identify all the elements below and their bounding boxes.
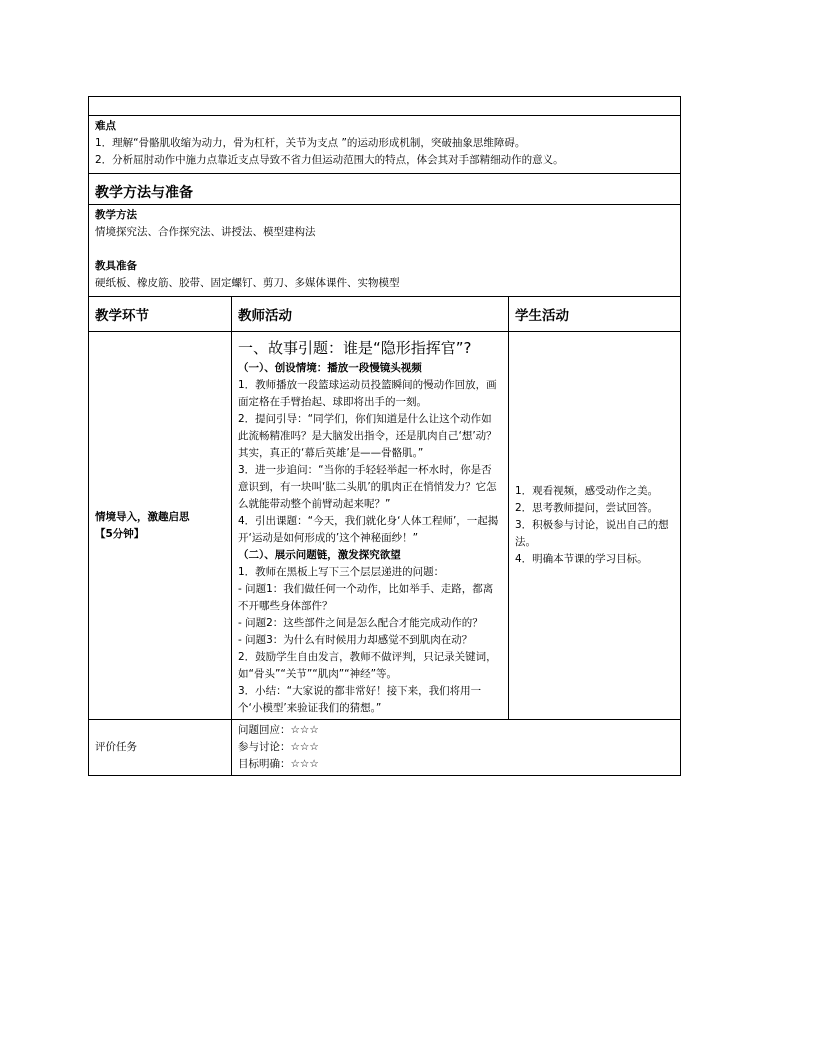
part2-item-5: 2．鼓励学生自由发言，教师不做评判，只记录关键词，如“骨头”“关节”“肌肉”“神经”等。: [238, 651, 497, 680]
part2-item-3: - 问题2：这些部件之间是怎么配合才能完成动作的？: [238, 617, 483, 629]
evaluation-cell: [232, 720, 681, 776]
difficulty-heading: 难点: [95, 120, 116, 132]
part2-item-4: - 问题3：为什么有时候用力却感觉不到肌肉在动？: [238, 634, 473, 646]
difficulty-item-1: 1．理解“骨骼肌收缩为动力，骨为杠杆，关节为支点 ”的运动形成机制，突破抽象思维障碍。: [95, 137, 526, 149]
part2-item-2: - 问题1：我们做任何一个动作，比如举手、走路，都离不开哪些身体部件？: [238, 583, 494, 612]
part1-item-1: 1．教师播放一段篮球运动员投篮瞬间的慢动作回放，画面定格在手臂抬起、球即将出手的一刻。: [238, 379, 497, 408]
rating-question-response: 问题回应：☆☆☆: [238, 724, 319, 736]
part1-item-4: 4．引出课题：“今天，我们就化身‘人体工程师’，一起揭开‘运动是如何形成的’这个神秘面纱！”: [238, 515, 499, 544]
stage1-cell: [89, 332, 232, 720]
part1-item-3: 3．进一步追问：“当你的手轻轻举起一杯水时，你是否意识到，有一块叫‘肱二头肌’的肌肉正在悄悄发力？它怎么就能带动整个前臂动起来呢？”: [238, 464, 497, 510]
tools-heading: 教具准备: [95, 260, 137, 272]
stage1-row: [89, 332, 681, 720]
stage1-time: 【5分钟】: [95, 527, 145, 540]
student-item-3: 3．积极参与讨论，说出自己的想法。: [515, 519, 669, 548]
method-text: 情境探究法、合作探究法、讲授法、模型建构法: [95, 226, 316, 238]
difficulty-item-2: 2．分析屈肘动作中施力点靠近支点导致不省力但运动范围大的特点，体会其对手部精细动作的意义。: [95, 154, 564, 166]
methods-title-row: [89, 174, 681, 205]
methods-section-title: 教学方法与准备: [89, 174, 681, 205]
difficulty-cell: [89, 116, 681, 174]
student-item-2: 2．思考教师提问，尝试回答。: [515, 502, 659, 514]
part2-item-6: 3．小结：“大家说的都非常好！接下来，我们将用一个‘小模型’来验证我们的猜想。”: [238, 685, 482, 714]
blank-row: [89, 97, 681, 116]
student-item-1: 1．观看视频，感受动作之美。: [515, 485, 659, 497]
table-header-row: [89, 297, 681, 332]
rating-goal-clarity: 目标明确：☆☆☆: [238, 758, 319, 770]
evaluation-label: 评价任务: [89, 720, 232, 776]
part1-heading: （一）、创设情境：播放一段慢镜头视频: [238, 362, 422, 374]
stage1-teacher-cell: [232, 332, 509, 720]
difficulty-row: [89, 116, 681, 174]
part2-heading: （二）、展示问题链，激发探究欲望: [238, 549, 401, 561]
teacher-title: 一、故事引题：谁是“隐形指挥官”?: [238, 339, 472, 357]
part2-item-1: 1．教师在黑板上写下三个层层递进的问题：: [238, 566, 445, 578]
stage1-student-cell: [509, 332, 681, 720]
stage1-name: 情境导入，激趣启思: [95, 510, 190, 523]
lesson-plan-page: [88, 96, 680, 776]
evaluation-row: [89, 720, 681, 776]
student-item-4: 4．明确本节课的学习目标。: [515, 553, 648, 565]
method-heading: 教学方法: [95, 209, 137, 221]
part1-item-2: 2．提问引导：“同学们，你们知道是什么让这个动作如此流畅精准吗？是大脑发出指令，还是肌肉自己‘想’动？其实，真正的‘幕后英雄’是——骨骼肌。”: [238, 413, 497, 459]
header-student: 学生活动: [509, 297, 681, 332]
tools-text: 硬纸板、橡皮筋、胶带、固定螺钉、剪刀、多媒体课件、实物模型: [95, 277, 400, 289]
header-teacher: 教师活动: [232, 297, 509, 332]
lesson-plan-table: [88, 96, 681, 776]
rating-discussion: 参与讨论：☆☆☆: [238, 741, 319, 753]
methods-row: [89, 205, 681, 297]
header-stage: 教学环节: [89, 297, 232, 332]
methods-cell: [89, 205, 681, 297]
